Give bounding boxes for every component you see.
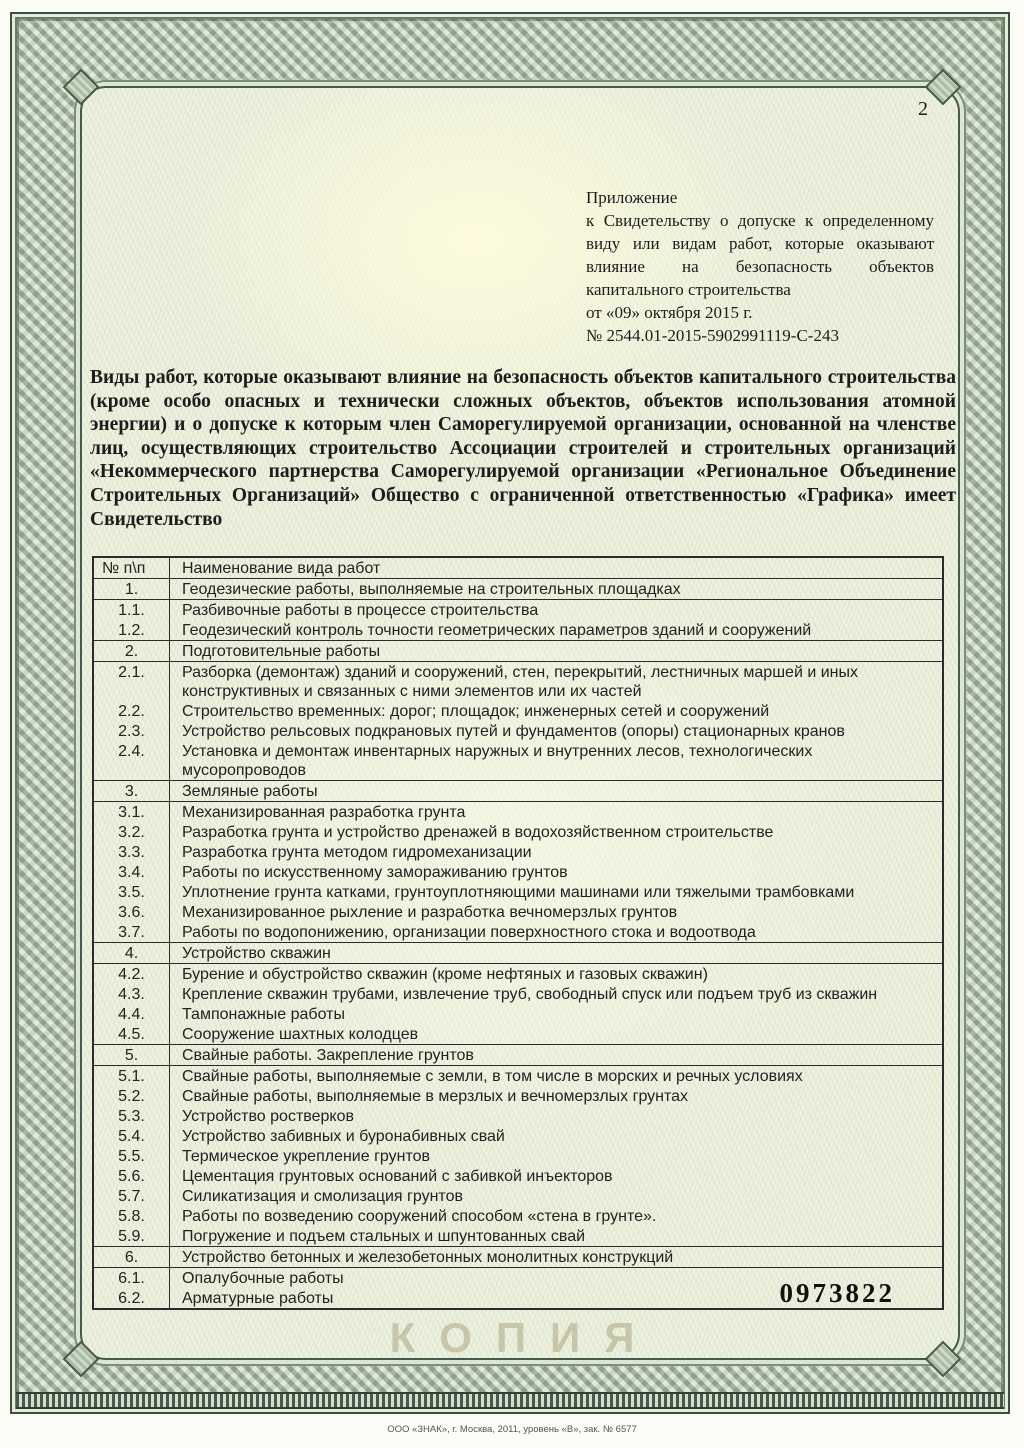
row-name-cell: Свайные работы, выполняемые с земли, в том числе в морских и речных условиях: [182, 1068, 803, 1085]
row-number-cell: 5.1.: [94, 1066, 170, 1086]
row-name-cell: Бурение и обустройство скважин (кроме нефтяных и газовых скважин): [182, 966, 708, 983]
table-row: [94, 984, 942, 1004]
row-name-cell: Крепление скважин трубами, извлечение труб, свободный спуск или подъем труб из скважин: [182, 986, 878, 1003]
table-row: [94, 943, 942, 963]
appendix-date: от «09» октября 2015 г.: [586, 303, 753, 322]
row-number-cell: 5.2.: [94, 1086, 170, 1106]
row-number-cell: 5.4.: [94, 1126, 170, 1146]
table-section: [94, 1246, 942, 1267]
header-num-cell: № п\п: [94, 558, 170, 578]
table-row: [94, 1024, 942, 1044]
table-row: [94, 1045, 942, 1065]
row-name-cell: Механизированная разработка грунта: [182, 804, 466, 821]
row-number-cell: 5.9.: [94, 1226, 170, 1246]
row-number-cell: 4.: [94, 943, 170, 963]
table-row: [94, 1146, 942, 1166]
intro-paragraph: Виды работ, которые оказывают влияние на безопасность объектов капитального строительства (кроме особо опасных и технически сложных объектов, объектов использования атомной энергии) и о допуске к которым член Саморегулируемой организации, основанной на членстве лиц, осуществляющих строительство Ассоциации строителей и строительных организаций «Некоммерческого партнерства Саморегулируемой организации «Региональное Объединение Строительных Организаций» Общество с ограниченной ответственностью «Графика» имеет Свидетельство: [90, 367, 956, 530]
row-number-cell: 3.1.: [94, 802, 170, 822]
row-name-cell: Силикатизация и смолизация грунтов: [182, 1188, 463, 1205]
row-number-cell: 2.1.: [94, 662, 170, 701]
table-header-section: [94, 558, 942, 578]
table-row: [94, 1126, 942, 1146]
table-section: [94, 661, 942, 780]
row-number-cell: 2.2.: [94, 701, 170, 721]
row-number-cell: 3.5.: [94, 882, 170, 902]
row-number-cell: 6.: [94, 1247, 170, 1267]
row-number-cell: 3.2.: [94, 822, 170, 842]
table-section: [94, 578, 942, 599]
row-name-cell: Свайные работы. Закрепление грунтов: [182, 1047, 474, 1064]
table-row: [94, 579, 942, 599]
table-row: [94, 922, 942, 942]
row-number-cell: 2.3.: [94, 721, 170, 741]
row-number-cell: 3.4.: [94, 862, 170, 882]
row-name-cell: Свайные работы, выполняемые в мерзлых и вечномерзлых грунтах: [182, 1088, 689, 1105]
row-name-cell: Геодезический контроль точности геометрических параметров зданий и сооружений: [182, 622, 812, 639]
row-name-cell: Работы по водопонижению, организации поверхностного стока и водоотвода: [182, 924, 756, 941]
row-number-cell: 5.: [94, 1045, 170, 1065]
row-name-cell: Устройство бетонных и железобетонных монолитных конструкций: [182, 1249, 674, 1266]
row-number-cell: 1.2.: [94, 620, 170, 640]
copy-watermark: КОПИЯ: [389, 1314, 659, 1361]
row-name-cell: Разработка грунта методом гидромеханизации: [182, 844, 532, 861]
table-row: [94, 1004, 942, 1024]
row-number-cell: 5.7.: [94, 1186, 170, 1206]
row-number-cell: 4.2.: [94, 964, 170, 984]
table-row: [94, 822, 942, 842]
row-name-cell: Опалубочные работы: [182, 1270, 344, 1287]
row-number-cell: 2.4.: [94, 741, 170, 780]
table-section: [94, 942, 942, 963]
page-number: 2: [918, 98, 928, 120]
row-name-cell: Установка и демонтаж инвентарных наружных и внутренних лесов, технологических мусоропроводов: [182, 743, 813, 779]
table-row: [94, 902, 942, 922]
row-name-cell: Работы по возведению сооружений способом «стена в грунте».: [182, 1208, 657, 1225]
row-number-cell: 1.1.: [94, 600, 170, 620]
row-number-cell: 5.8.: [94, 1206, 170, 1226]
row-name-cell: Разработка грунта и устройство дренажей в водохозяйственном строительстве: [182, 824, 774, 841]
table-row: [94, 802, 942, 822]
table-header-row: [94, 558, 942, 578]
appendix-block: [586, 186, 934, 347]
serial-number: 0973822: [779, 1278, 895, 1308]
table-section: [94, 780, 942, 801]
table-row: [94, 781, 942, 801]
table-row: [94, 1226, 942, 1246]
table-section: [94, 1065, 942, 1246]
table-row: [94, 701, 942, 721]
row-name-cell: Устройство скважин: [182, 945, 331, 962]
row-name-cell: Подготовительные работы: [182, 643, 381, 660]
row-name-cell: Устройство забивных и буронабивных свай: [182, 1128, 505, 1145]
table-row: [94, 862, 942, 882]
table-section: [94, 1044, 942, 1065]
table-row: [94, 1106, 942, 1126]
row-name-cell: Арматурные работы: [182, 1290, 334, 1307]
table-row: [94, 1166, 942, 1186]
row-number-cell: 5.6.: [94, 1166, 170, 1186]
row-name-cell: Погружение и подъем стальных и шпунтованных свай: [182, 1228, 586, 1245]
table-row: [94, 1066, 942, 1086]
header-name-cell: Наименование вида работ: [182, 560, 381, 577]
row-name-cell: Цементация грунтовых оснований с забивкой инъекторов: [182, 1168, 613, 1185]
table-row: [94, 641, 942, 661]
row-name-cell: Устройство ростверков: [182, 1108, 354, 1125]
row-number-cell: 3.3.: [94, 842, 170, 862]
row-number-cell: 4.4.: [94, 1004, 170, 1024]
row-name-cell: Работы по искусственному замораживанию грунтов: [182, 864, 568, 881]
appendix-number: № 2544.01-2015-5902991119-С-243: [586, 326, 839, 345]
table-row: [94, 1086, 942, 1106]
row-number-cell: 1.: [94, 579, 170, 599]
row-number-cell: 2.: [94, 641, 170, 661]
row-number-cell: 3.7.: [94, 922, 170, 942]
row-number-cell: 6.1.: [94, 1268, 170, 1288]
row-name-cell: Уплотнение грунта катками, грунтоуплотняющими машинами или тяжелыми трамбовками: [182, 884, 855, 901]
row-name-cell: Тампонажные работы: [182, 1006, 345, 1023]
table-section: [94, 801, 942, 942]
table-row: [94, 741, 942, 780]
row-name-cell: Термическое укрепление грунтов: [182, 1148, 431, 1165]
row-name-cell: Устройство рельсовых подкрановых путей и фундаментов (опоры) стационарных кранов: [182, 723, 845, 740]
row-number-cell: 3.6.: [94, 902, 170, 922]
table-row: [94, 1247, 942, 1267]
table-row: [94, 662, 942, 701]
row-name-cell: Разборка (демонтаж) зданий и сооружений, стен, перекрытий, лестничных маршей и иных конструктивных и связанных с ними элементов или их частей: [182, 664, 858, 700]
row-number-cell: 5.3.: [94, 1106, 170, 1126]
table-row: [94, 1206, 942, 1226]
row-number-cell: 4.5.: [94, 1024, 170, 1044]
table-row: [94, 842, 942, 862]
row-name-cell: Сооружение шахтных колодцев: [182, 1026, 419, 1043]
row-number-cell: 3.: [94, 781, 170, 801]
row-name-cell: Механизированное рыхление и разработка вечномерзлых грунтов: [182, 904, 678, 921]
appendix-title: Приложение: [586, 188, 678, 207]
row-name-cell: Строительство временных: дорог; площадок; инженерных сетей и сооружений: [182, 703, 770, 720]
row-number-cell: 5.5.: [94, 1146, 170, 1166]
table-row: [94, 1186, 942, 1206]
works-table: [92, 556, 944, 1310]
row-name-cell: Разбивочные работы в процессе строительства: [182, 602, 539, 619]
row-name-cell: Земляные работы: [182, 783, 318, 800]
table-section: [94, 640, 942, 661]
row-name-cell: Геодезические работы, выполняемые на строительных площадках: [182, 581, 681, 598]
table-section: [94, 963, 942, 1044]
appendix-body: к Свидетельству о допуске к определенному виду или видам работ, которые оказывают влияние на безопасность объектов капитального строительства: [586, 211, 934, 299]
table-row: [94, 600, 942, 620]
row-number-cell: 6.2.: [94, 1288, 170, 1308]
table-row: [94, 620, 942, 640]
row-number-cell: 4.3.: [94, 984, 170, 1004]
table-row: [94, 882, 942, 902]
table-row: [94, 964, 942, 984]
table-section: [94, 599, 942, 640]
printer-fineprint: ООО «ЗНАК», г. Москва, 2011, уровень «В», зак. № 6577: [387, 1424, 637, 1435]
table-row: [94, 721, 942, 741]
